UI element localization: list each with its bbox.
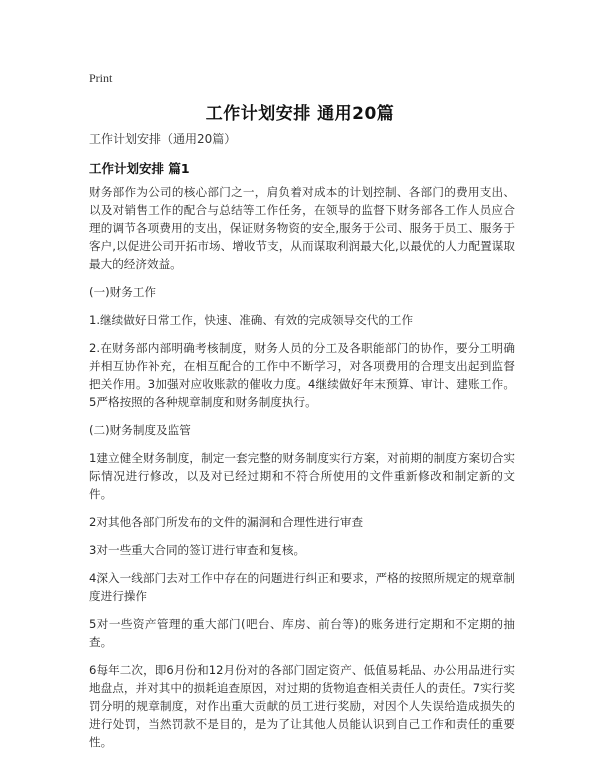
paragraph-system-6: 6每年二次，即6月份和12月份对的各部门固定资产、低值易耗品、办公用品进行实地盘点，并对其中的损耗追查原因，对过期的货物追查相关责任人的责任。7实行奖罚分明的规章制度，对作出重大贡献的员工进行奖励，对因个人失误给造成损失的进行处罚，当然罚款不是目的，是为了让其他人员能认识到自己工作和责任的重要性。 [89,663,515,749]
document-subtitle: 工作计划安排（通用20篇） [89,132,237,146]
paragraph-system-2: 2对其他各部门所发布的文件的漏洞和合理性进行审查 [89,515,364,529]
paragraph-finance-system-heading: (二)财务制度及监管 [89,423,191,437]
print-link[interactable]: Print [89,71,113,85]
paragraph-item-2: 2.在财务部内部明确考核制度，财务人员的分工及各职能部门的协作，要分工明确并相互协作补充，在相互配合的工作中不断学习，对各项费用的合理支出起到监督把关作用。3加强对应收账款的催收力度。4继续做好年末预算、审计、建账工作。5严格按照的各种规章制度和财务制度执行。 [89,341,515,409]
paragraph-system-1: 1建立健全财务制度，制定一套完整的财务制度实行方案，对前期的制度方案切合实际情况进行修改，以及对已经过期和不符合所使用的文件重新修改和制定新的文件。 [89,451,515,501]
paragraph-system-3: 3对一些重大合同的签订进行审查和复核。 [89,543,306,557]
page-title: 工作计划安排 通用20篇 [205,104,395,124]
paragraph-finance-work-heading: (一)财务工作 [89,285,157,299]
paragraph-system-4: 4深入一线部门去对工作中存在的问题进行纠正和要求，严格的按照所规定的规章制度进行操作 [89,571,515,603]
section-heading: 工作计划安排 篇1 [89,161,190,176]
paragraph-intro: 财务部作为公司的核心部门之一，肩负着对成本的计划控制、各部门的费用支出、以及对销售工作的配合与总结等工作任务，在领导的监督下财务部各工作人员应合理的调节各项费用的支出，保证财务物资的安全,服务于公司、服务于员工、服务于客户,以促进公司开拓市场、增收节支，从而谋取利润最大化,以最优的人力配置谋取最大的经济效益。 [89,185,515,271]
document-body [89,183,515,761]
paragraph-system-5: 5对一些资产管理的重大部门(吧台、库房、前台等)的账务进行定期和不定期的抽查。 [89,617,515,649]
paragraph-item-1: 1.继续做好日常工作，快速、准确、有效的完成领导交代的工作 [89,313,414,327]
